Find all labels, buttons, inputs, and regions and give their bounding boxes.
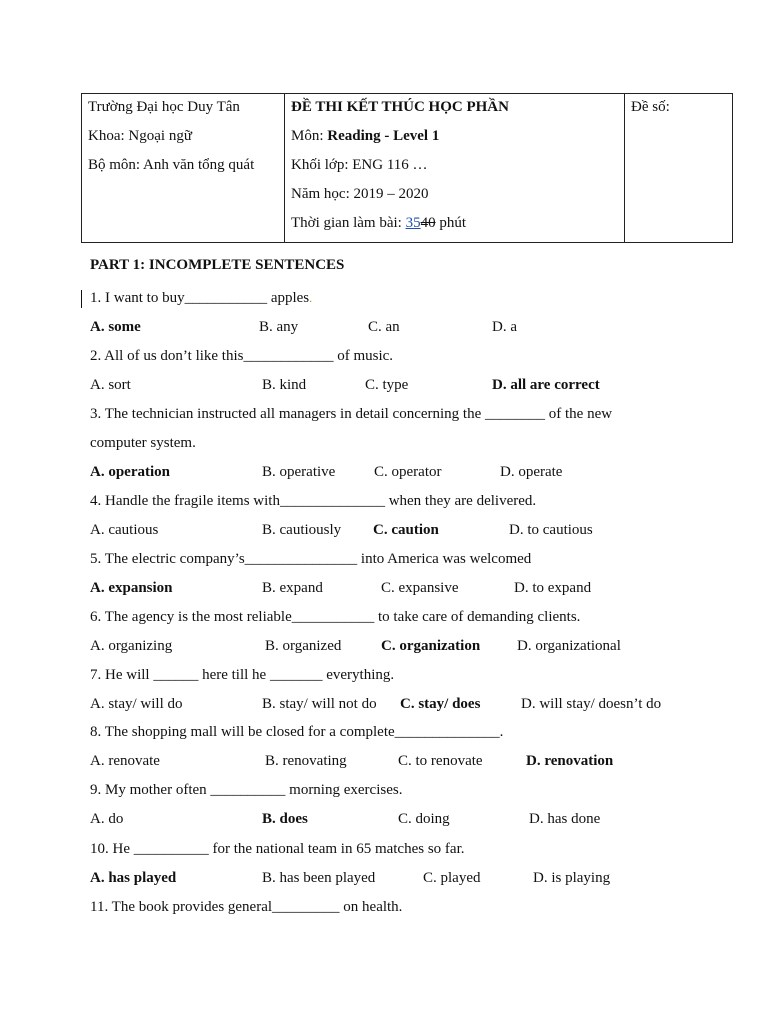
exam-duration: Thời gian làm bài: 3540 phút — [291, 215, 466, 231]
question-4-option-d: D. to cautious — [509, 522, 593, 538]
exam-year: Năm học: 2019 – 2020 — [291, 186, 429, 202]
question-2-option-b: B. kind — [262, 377, 307, 393]
question-3-option-b: B. operative — [262, 464, 336, 480]
question-7-option-b: B. stay/ will not do — [262, 696, 377, 712]
question-2-option-c: C. type — [365, 377, 409, 393]
question-9-option-a: A. do — [90, 811, 124, 827]
question-1-option-a: A. some — [90, 319, 141, 335]
question-5-option-d: D. to expand — [514, 580, 592, 596]
exam-title: ĐỀ THI KẾT THÚC HỌC PHẦN — [291, 99, 509, 115]
question-4-options — [90, 519, 690, 541]
question-6-options — [90, 635, 690, 657]
question-8-option-a: A. renovate — [90, 753, 160, 769]
question-9-text: 9. My mother often __________ morning exercises. — [90, 782, 403, 798]
question-2-option-d: D. all are correct — [492, 377, 600, 393]
question-9-option-c: C. doing — [398, 811, 450, 827]
question-1-option-b: B. any — [259, 319, 299, 335]
exam-info-cell — [285, 94, 625, 243]
exam-code-label: Đề số: — [631, 99, 670, 115]
text-cursor — [81, 290, 82, 308]
exam-subject: Môn: Reading - Level 1 — [291, 128, 440, 144]
part-title: PART 1: INCOMPLETE SENTENCES — [90, 257, 345, 273]
question-7-text: 7. He will ______ here till he _______ everything. — [90, 667, 395, 683]
question-2-text: 2. All of us don’t like this____________ of music. — [90, 348, 394, 364]
faculty-name: Khoa: Ngoại ngữ — [88, 128, 192, 144]
question-5-option-b: B. expand — [262, 580, 323, 596]
question-5-option-c: C. expansive — [381, 580, 459, 596]
question-2-options — [90, 374, 690, 396]
question-1-options — [90, 316, 690, 338]
question-5-text: 5. The electric company’s_______________ into America was welcomed — [90, 551, 532, 567]
question-3-option-a: A. operation — [90, 464, 170, 480]
tracked-deletion: 40 — [420, 215, 436, 231]
question-8-option-c: C. to renovate — [398, 753, 483, 769]
question-9-option-b: B. does — [262, 811, 308, 827]
question-10-options — [90, 867, 690, 889]
question-5-option-a: A. expansion — [90, 580, 173, 596]
question-9-option-d: D. has done — [529, 811, 601, 827]
question-9-options — [90, 808, 690, 830]
question-7-option-c: C. stay/ does — [400, 696, 481, 712]
question-3-options — [90, 461, 690, 483]
school-info-cell — [82, 94, 285, 243]
question-6-option-c: C. organization — [381, 638, 481, 654]
department-name: Bộ môn: Anh văn tổng quát — [88, 157, 255, 173]
question-3-text-cont: computer system. — [90, 435, 196, 451]
question-8-text: 8. The shopping mall will be closed for a complete______________. — [90, 724, 504, 740]
question-2-option-a: A. sort — [90, 377, 131, 393]
question-3-text: 3. The technician instructed all managers in detail concerning the ________ of the new — [90, 406, 613, 422]
question-10-text: 10. He __________ for the national team in 65 matches so far. — [90, 841, 465, 857]
question-6-option-a: A. organizing — [90, 638, 173, 654]
question-1-option-d: D. a — [492, 319, 517, 335]
question-4-option-b: B. cautiously — [262, 522, 342, 538]
tracked-insertion: 35 — [405, 215, 421, 231]
question-3-option-d: D. operate — [500, 464, 563, 480]
school-name: Trường Đại học Duy Tân — [88, 99, 240, 115]
question-1-option-c: C. an — [368, 319, 400, 335]
exam-class: Khối lớp: ENG 116 … — [291, 157, 428, 173]
question-4-option-a: A. cautious — [90, 522, 159, 538]
question-7-options — [90, 693, 690, 715]
question-6-option-b: B. organized — [265, 638, 342, 654]
question-6-option-d: D. organizational — [517, 638, 621, 654]
question-10-option-d: D. is playing — [533, 870, 611, 886]
question-8-options — [90, 750, 690, 772]
question-8-option-b: B. renovating — [265, 753, 347, 769]
question-4-text: 4. Handle the fragile items with______________ when they are delivered. — [90, 493, 537, 509]
question-1-tail: . — [309, 291, 313, 305]
question-11-text: 11. The book provides general_________ on health. — [90, 899, 403, 915]
question-10-option-c: C. played — [423, 870, 481, 886]
question-6-text: 6. The agency is the most reliable___________ to take care of demanding clients. — [90, 609, 581, 625]
exam-header-table — [81, 93, 733, 243]
question-7-option-d: D. will stay/ doesn’t do — [521, 696, 662, 712]
question-5-options — [90, 577, 690, 599]
question-10-option-a: A. has played — [90, 870, 177, 886]
question-10-option-b: B. has been played — [262, 870, 376, 886]
question-8-option-d: D. renovation — [526, 753, 614, 769]
question-7-option-a: A. stay/ will do — [90, 696, 183, 712]
exam-code-cell — [625, 94, 733, 243]
question-4-option-c: C. caution — [373, 522, 439, 538]
question-1-text: 1. I want to buy___________ apples. — [90, 290, 313, 306]
question-3-option-c: C. operator — [374, 464, 442, 480]
